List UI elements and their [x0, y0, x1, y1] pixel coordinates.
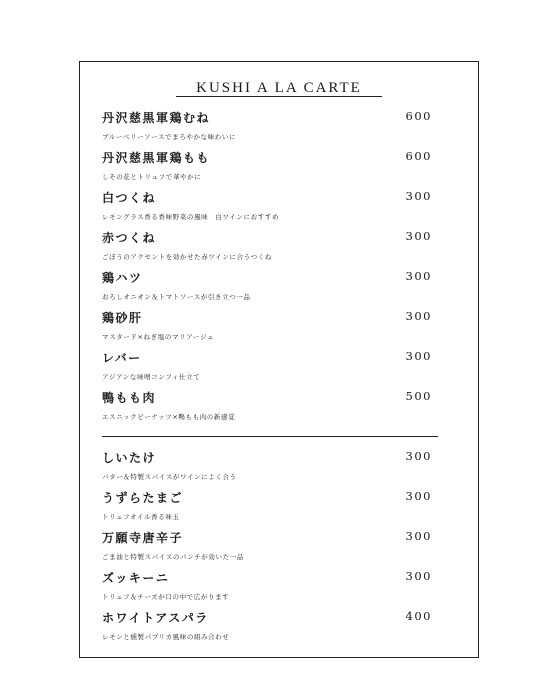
item-description: おろしオニオン＆トマトソースが引き立つ一品: [102, 293, 251, 301]
item-name: ホワイトアスパラ: [102, 611, 209, 625]
item-price: 300: [405, 349, 432, 363]
item-description: レモンと燻製パプリカ風味の組み合わせ: [102, 633, 230, 641]
item-description: エスニックピーナッツ×鴨もも肉の新感覚: [102, 413, 236, 421]
item-price: 300: [405, 569, 432, 583]
item-price: 400: [405, 609, 432, 623]
menu-item: [102, 268, 432, 308]
menu-item: [102, 188, 432, 228]
menu-item: [102, 608, 432, 648]
item-price: 600: [405, 109, 432, 123]
menu-title: KUSHI A LA CARTE: [196, 80, 362, 96]
item-price: 600: [405, 149, 432, 163]
item-name: しいたけ: [102, 451, 157, 465]
menu-item: [102, 568, 432, 608]
item-name: 鶏ハツ: [102, 271, 143, 285]
item-name: ズッキーニ: [102, 571, 170, 585]
item-price: 300: [405, 309, 432, 323]
menu-item: [102, 228, 432, 268]
item-description: アジアンな味噌コンフィ仕立て: [102, 373, 201, 381]
menu-section-skewers: [102, 108, 432, 428]
menu-item: [102, 388, 432, 428]
item-name: 赤つくね: [102, 231, 157, 245]
item-price: 300: [405, 229, 432, 243]
menu-item: [102, 488, 432, 528]
item-description: しその花とトリュフで華やかに: [102, 173, 202, 181]
item-name: うずらたまご: [102, 491, 184, 505]
item-price: 300: [405, 189, 432, 203]
section-divider: [102, 436, 438, 437]
item-description: レモングラス香る香味野菜の風味 白ワインにおすすめ: [102, 213, 280, 221]
item-description: ブルーベリーソースでまろやかな味わいに: [102, 133, 237, 141]
menu-card: [79, 61, 479, 658]
menu-item: [102, 448, 432, 488]
item-description: バター＆特製スパイスがワインによく合う: [102, 473, 237, 481]
item-name: 鶏砂肝: [102, 311, 143, 325]
item-price: 500: [405, 389, 432, 403]
item-name: 万願寺唐辛子: [102, 531, 184, 545]
menu-item: [102, 308, 432, 348]
item-name: 白つくね: [102, 191, 157, 205]
menu-item: [102, 528, 432, 568]
item-description: トリュフオイル香る味玉: [102, 513, 180, 521]
item-description: トリュフ＆チーズが口の中で広がります: [102, 593, 230, 601]
item-price: 300: [405, 489, 432, 503]
title-underline: [176, 96, 382, 97]
item-description: ごま油と特製スパイスのパンチが効いた一品: [102, 553, 244, 561]
item-name: 鴨もも肉: [102, 391, 157, 405]
item-price: 300: [405, 529, 432, 543]
item-price: 300: [405, 449, 432, 463]
item-name: レバー: [102, 351, 142, 365]
item-description: マスタード×ねぎ塩のマリアージュ: [102, 333, 215, 341]
item-price: 300: [405, 269, 432, 283]
menu-item: [102, 348, 432, 388]
menu-item: [102, 108, 432, 148]
menu-item: [102, 148, 432, 188]
item-name: 丹沢慈黒軍鶏むね: [102, 111, 211, 125]
item-name: 丹沢慈黒軍鶏もも: [102, 151, 211, 165]
menu-section-vegetables: [102, 448, 432, 648]
item-description: ごぼうのアクセントを効かせた赤ワインに合うつくね: [102, 253, 273, 261]
